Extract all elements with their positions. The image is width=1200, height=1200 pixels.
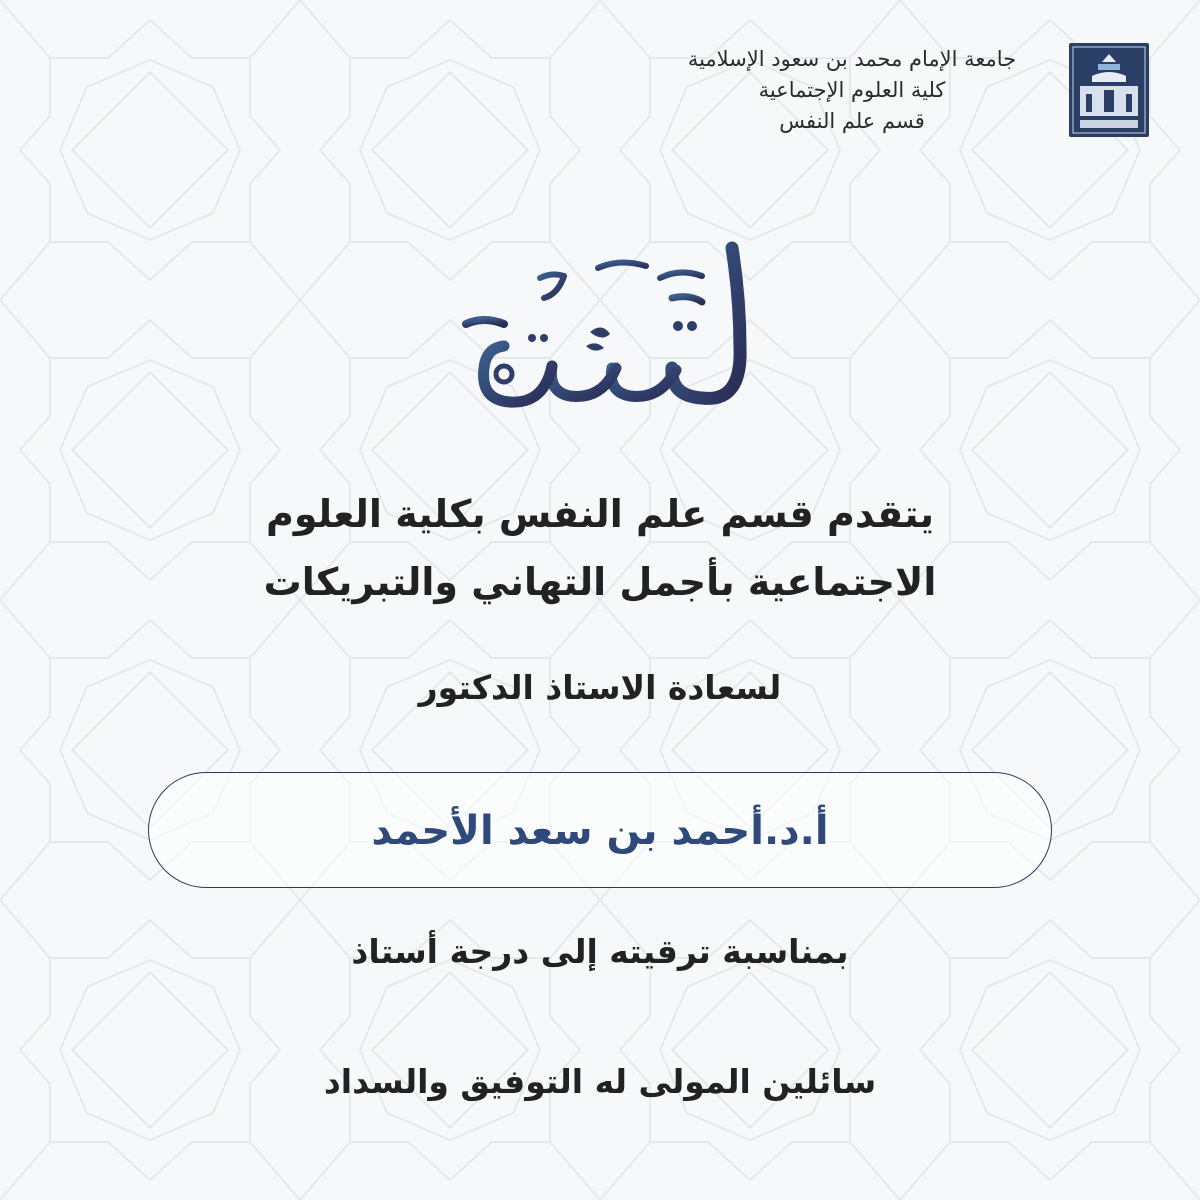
honorific-line: لسعادة الاستاذ الدكتور	[418, 668, 782, 707]
institution-header	[642, 44, 1062, 137]
occasion-line: بمناسبة ترقيته إلى درجة أستاذ	[351, 932, 849, 971]
message-line-2: الاجتماعية بأجمل التهاني والتبريكات	[263, 560, 937, 604]
logo-emblem-icon	[1068, 42, 1150, 138]
university-logo	[1068, 42, 1150, 138]
message-line-1: يتقدم قسم علم النفس بكلية العلوم	[266, 492, 934, 536]
congratulations-calligraphy	[440, 228, 770, 428]
honoree-name: أ.د.أحمد بن سعد الأحمد	[371, 808, 829, 854]
calligraphy-title-graphic	[440, 228, 770, 428]
department-name: قسم علم النفس	[779, 109, 925, 133]
university-name: جامعة الإمام محمد بن سعود الإسلامية	[687, 47, 1017, 71]
closing-line: سائلين المولى له التوفيق والسداد	[323, 1062, 877, 1101]
college-name: كلية العلوم الإجتماعية	[758, 78, 946, 102]
